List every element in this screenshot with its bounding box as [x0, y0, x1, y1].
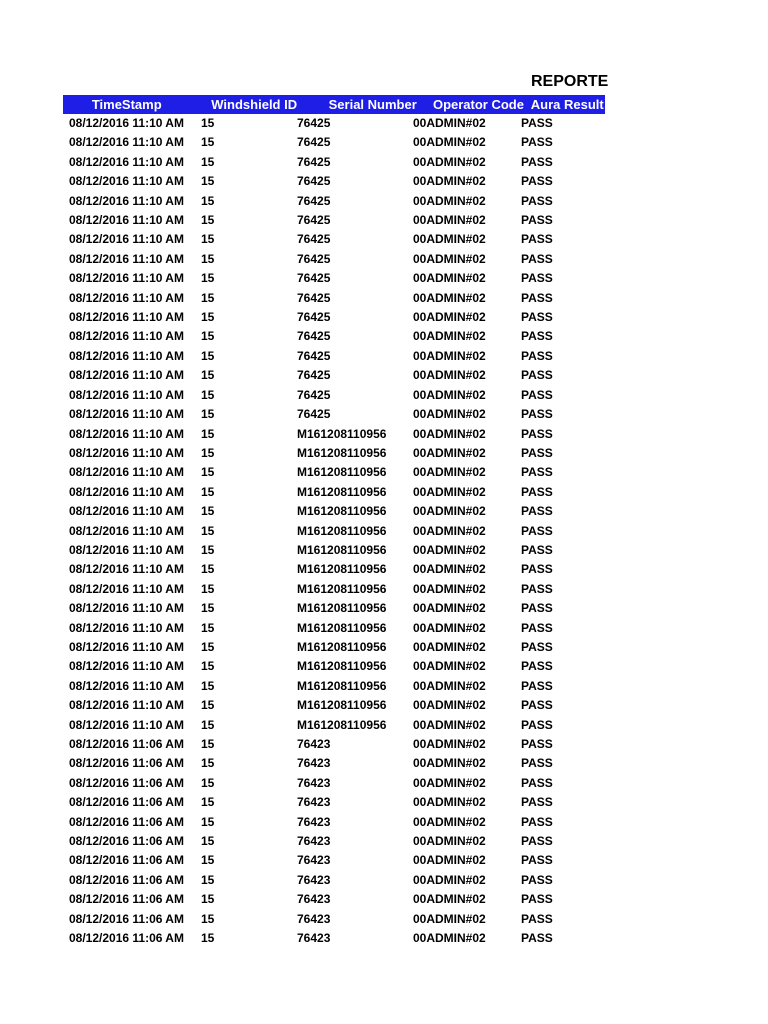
cell-windshield-id: 15	[201, 814, 215, 829]
cell-windshield-id: 15	[201, 348, 215, 363]
cell-operator-code: 00ADMIN#02	[413, 814, 486, 829]
table-row	[63, 890, 605, 909]
cell-aura-result: PASS	[521, 348, 553, 363]
table-row	[63, 172, 605, 191]
cell-operator-code: 00ADMIN#02	[413, 911, 486, 926]
cell-operator-code: 00ADMIN#02	[413, 174, 486, 189]
cell-serial-number: 76425	[297, 251, 331, 266]
cell-aura-result: PASS	[521, 232, 553, 247]
table-row	[63, 638, 605, 657]
column-header-windshield-id: Windshield ID	[211, 97, 298, 112]
column-header-operator-code: Operator Code	[432, 97, 524, 112]
cell-serial-number: M161208110956	[297, 504, 387, 519]
cell-serial-number: 76423	[297, 756, 331, 771]
cell-operator-code: 00ADMIN#02	[413, 232, 486, 247]
cell-operator-code: 00ADMIN#02	[413, 795, 486, 810]
cell-aura-result: PASS	[521, 853, 553, 868]
cell-timestamp: 08/12/2016 11:10 AM	[69, 213, 184, 228]
cell-windshield-id: 15	[201, 407, 215, 422]
cell-operator-code: 00ADMIN#02	[413, 775, 486, 790]
cell-aura-result: PASS	[521, 484, 553, 499]
cell-operator-code: 00ADMIN#02	[413, 620, 486, 635]
cell-operator-code: 00ADMIN#02	[413, 853, 486, 868]
table-body	[63, 114, 605, 948]
cell-serial-number: 76423	[297, 892, 331, 907]
cell-operator-code: 00ADMIN#02	[413, 116, 486, 130]
table-row	[63, 657, 605, 676]
cell-operator-code: 00ADMIN#02	[413, 542, 486, 557]
cell-windshield-id: 15	[201, 116, 215, 130]
cell-operator-code: 00ADMIN#02	[413, 678, 486, 693]
cell-windshield-id: 15	[201, 756, 215, 771]
cell-aura-result: PASS	[521, 542, 553, 557]
cell-operator-code: 00ADMIN#02	[413, 756, 486, 771]
cell-windshield-id: 15	[201, 465, 215, 480]
cell-timestamp: 08/12/2016 11:06 AM	[69, 911, 184, 926]
cell-serial-number: 76425	[297, 232, 331, 247]
cell-operator-code: 00ADMIN#02	[413, 504, 486, 519]
cell-aura-result: PASS	[521, 931, 553, 946]
cell-timestamp: 08/12/2016 11:10 AM	[69, 348, 184, 363]
cell-aura-result: PASS	[521, 193, 553, 208]
cell-aura-result: PASS	[521, 892, 553, 907]
cell-aura-result: PASS	[521, 775, 553, 790]
table-row	[63, 910, 605, 929]
cell-aura-result: PASS	[521, 465, 553, 480]
cell-operator-code: 00ADMIN#02	[413, 737, 486, 751]
cell-aura-result: PASS	[521, 174, 553, 189]
table-row	[63, 754, 605, 773]
cell-operator-code: 00ADMIN#02	[413, 290, 486, 305]
cell-operator-code: 00ADMIN#02	[413, 329, 486, 344]
cell-aura-result: PASS	[521, 135, 553, 150]
cell-aura-result: PASS	[521, 678, 553, 693]
cell-windshield-id: 15	[201, 678, 215, 693]
cell-operator-code: 00ADMIN#02	[413, 659, 486, 674]
cell-timestamp: 08/12/2016 11:06 AM	[69, 756, 184, 771]
cell-aura-result: PASS	[521, 116, 553, 130]
table-row	[63, 153, 605, 172]
cell-timestamp: 08/12/2016 11:10 AM	[69, 387, 184, 402]
table-row	[63, 522, 605, 541]
cell-timestamp: 08/12/2016 11:10 AM	[69, 562, 184, 577]
table-row	[63, 192, 605, 211]
cell-windshield-id: 15	[201, 737, 215, 751]
cell-operator-code: 00ADMIN#02	[413, 601, 486, 616]
cell-timestamp: 08/12/2016 11:10 AM	[69, 678, 184, 693]
table-row	[63, 250, 605, 269]
cell-timestamp: 08/12/2016 11:10 AM	[69, 698, 184, 713]
cell-timestamp: 08/12/2016 11:10 AM	[69, 639, 184, 654]
cell-operator-code: 00ADMIN#02	[413, 213, 486, 228]
cell-windshield-id: 15	[201, 620, 215, 635]
cell-serial-number: 76423	[297, 795, 331, 810]
cell-serial-number: 76425	[297, 407, 331, 422]
cell-timestamp: 08/12/2016 11:10 AM	[69, 504, 184, 519]
cell-serial-number: M161208110956	[297, 698, 387, 713]
cell-windshield-id: 15	[201, 310, 215, 325]
report-table	[63, 95, 605, 948]
table-row	[63, 677, 605, 696]
cell-timestamp: 08/12/2016 11:06 AM	[69, 931, 184, 946]
cell-operator-code: 00ADMIN#02	[413, 368, 486, 383]
cell-aura-result: PASS	[521, 601, 553, 616]
cell-aura-result: PASS	[521, 814, 553, 829]
cell-windshield-id: 15	[201, 387, 215, 402]
cell-windshield-id: 15	[201, 445, 215, 460]
cell-operator-code: 00ADMIN#02	[413, 465, 486, 480]
cell-windshield-id: 15	[201, 542, 215, 557]
cell-aura-result: PASS	[521, 659, 553, 674]
table-row	[63, 230, 605, 249]
cell-operator-code: 00ADMIN#02	[413, 562, 486, 577]
cell-windshield-id: 15	[201, 581, 215, 596]
cell-operator-code: 00ADMIN#02	[413, 523, 486, 538]
cell-windshield-id: 15	[201, 484, 215, 499]
table-row	[63, 813, 605, 832]
cell-timestamp: 08/12/2016 11:10 AM	[69, 445, 184, 460]
cell-serial-number: 76423	[297, 872, 331, 887]
table-row	[63, 774, 605, 793]
cell-aura-result: PASS	[521, 271, 553, 286]
cell-serial-number: 76425	[297, 348, 331, 363]
cell-serial-number: M161208110956	[297, 659, 387, 674]
cell-timestamp: 08/12/2016 11:10 AM	[69, 581, 184, 596]
cell-serial-number: 76425	[297, 290, 331, 305]
table-row	[63, 444, 605, 463]
cell-serial-number: M161208110956	[297, 678, 387, 693]
cell-operator-code: 00ADMIN#02	[413, 639, 486, 654]
table-row	[63, 716, 605, 735]
cell-timestamp: 08/12/2016 11:06 AM	[69, 814, 184, 829]
cell-operator-code: 00ADMIN#02	[413, 251, 486, 266]
cell-windshield-id: 15	[201, 698, 215, 713]
cell-windshield-id: 15	[201, 271, 215, 286]
cell-windshield-id: 15	[201, 911, 215, 926]
cell-aura-result: PASS	[521, 737, 553, 751]
cell-aura-result: PASS	[521, 523, 553, 538]
cell-timestamp: 08/12/2016 11:10 AM	[69, 232, 184, 247]
cell-timestamp: 08/12/2016 11:10 AM	[69, 193, 184, 208]
cell-timestamp: 08/12/2016 11:10 AM	[69, 271, 184, 286]
cell-serial-number: M161208110956	[297, 562, 387, 577]
cell-serial-number: 76425	[297, 271, 331, 286]
table-row	[63, 929, 605, 948]
table-row	[63, 696, 605, 715]
cell-windshield-id: 15	[201, 251, 215, 266]
cell-serial-number: 76425	[297, 387, 331, 402]
cell-aura-result: PASS	[521, 154, 553, 169]
cell-timestamp: 08/12/2016 11:10 AM	[69, 523, 184, 538]
cell-aura-result: PASS	[521, 834, 553, 849]
cell-operator-code: 00ADMIN#02	[413, 135, 486, 150]
table-row	[63, 463, 605, 482]
table-row	[63, 327, 605, 346]
cell-aura-result: PASS	[521, 407, 553, 422]
cell-windshield-id: 15	[201, 135, 215, 150]
table-row	[63, 851, 605, 870]
cell-serial-number: 76425	[297, 193, 331, 208]
cell-windshield-id: 15	[201, 290, 215, 305]
cell-serial-number: M161208110956	[297, 542, 387, 557]
cell-operator-code: 00ADMIN#02	[413, 931, 486, 946]
cell-aura-result: PASS	[521, 213, 553, 228]
cell-windshield-id: 15	[201, 213, 215, 228]
cell-windshield-id: 15	[201, 426, 215, 441]
cell-windshield-id: 15	[201, 523, 215, 538]
cell-windshield-id: 15	[201, 504, 215, 519]
cell-serial-number: 76425	[297, 310, 331, 325]
table-row	[63, 832, 605, 851]
cell-timestamp: 08/12/2016 11:06 AM	[69, 853, 184, 868]
cell-windshield-id: 15	[201, 872, 215, 887]
cell-aura-result: PASS	[521, 251, 553, 266]
cell-serial-number: 76423	[297, 853, 331, 868]
cell-serial-number: M161208110956	[297, 601, 387, 616]
cell-serial-number: 76425	[297, 329, 331, 344]
cell-serial-number: M161208110956	[297, 426, 387, 441]
cell-aura-result: PASS	[521, 504, 553, 519]
cell-aura-result: PASS	[521, 698, 553, 713]
table-row	[63, 483, 605, 502]
cell-operator-code: 00ADMIN#02	[413, 387, 486, 402]
cell-timestamp: 08/12/2016 11:10 AM	[69, 290, 184, 305]
cell-aura-result: PASS	[521, 756, 553, 771]
cell-aura-result: PASS	[521, 620, 553, 635]
table-row	[63, 269, 605, 288]
cell-serial-number: M161208110956	[297, 484, 387, 499]
cell-operator-code: 00ADMIN#02	[413, 154, 486, 169]
table-header-row	[63, 95, 605, 114]
table-row	[63, 211, 605, 230]
table-row	[63, 735, 605, 754]
cell-windshield-id: 15	[201, 892, 215, 907]
cell-timestamp: 08/12/2016 11:06 AM	[69, 834, 184, 849]
cell-timestamp: 08/12/2016 11:10 AM	[69, 251, 184, 266]
cell-aura-result: PASS	[521, 872, 553, 887]
cell-windshield-id: 15	[201, 329, 215, 344]
cell-serial-number: M161208110956	[297, 523, 387, 538]
table-row	[63, 793, 605, 812]
table-row	[63, 560, 605, 579]
cell-windshield-id: 15	[201, 795, 215, 810]
cell-operator-code: 00ADMIN#02	[413, 348, 486, 363]
cell-windshield-id: 15	[201, 639, 215, 654]
cell-operator-code: 00ADMIN#02	[413, 484, 486, 499]
cell-windshield-id: 15	[201, 232, 215, 247]
column-header-aura-result: Aura Result	[530, 97, 604, 112]
table-row	[63, 580, 605, 599]
table-row	[63, 425, 605, 444]
cell-timestamp: 08/12/2016 11:10 AM	[69, 407, 184, 422]
table-row	[63, 541, 605, 560]
column-header-serial-number: Serial Number	[328, 97, 417, 112]
cell-timestamp: 08/12/2016 11:10 AM	[69, 368, 184, 383]
table-row	[63, 289, 605, 308]
cell-serial-number: 76425	[297, 213, 331, 228]
cell-timestamp: 08/12/2016 11:06 AM	[69, 872, 184, 887]
table-row	[63, 871, 605, 890]
cell-aura-result: PASS	[521, 290, 553, 305]
cell-aura-result: PASS	[521, 426, 553, 441]
cell-serial-number: 76423	[297, 775, 331, 790]
cell-aura-result: PASS	[521, 581, 553, 596]
cell-operator-code: 00ADMIN#02	[413, 581, 486, 596]
cell-aura-result: PASS	[521, 911, 553, 926]
cell-operator-code: 00ADMIN#02	[413, 271, 486, 286]
table-row	[63, 502, 605, 521]
cell-timestamp: 08/12/2016 11:10 AM	[69, 717, 184, 732]
cell-aura-result: PASS	[521, 639, 553, 654]
cell-serial-number: M161208110956	[297, 620, 387, 635]
cell-timestamp: 08/12/2016 11:10 AM	[69, 174, 184, 189]
cell-aura-result: PASS	[521, 445, 553, 460]
cell-operator-code: 00ADMIN#02	[413, 310, 486, 325]
cell-serial-number: M161208110956	[297, 465, 387, 480]
cell-windshield-id: 15	[201, 853, 215, 868]
cell-timestamp: 08/12/2016 11:10 AM	[69, 659, 184, 674]
cell-aura-result: PASS	[521, 329, 553, 344]
cell-serial-number: 76423	[297, 931, 331, 946]
cell-serial-number: 76425	[297, 154, 331, 169]
table-row	[63, 386, 605, 405]
cell-aura-result: PASS	[521, 368, 553, 383]
cell-windshield-id: 15	[201, 562, 215, 577]
cell-serial-number: 76423	[297, 737, 331, 751]
cell-windshield-id: 15	[201, 174, 215, 189]
cell-windshield-id: 15	[201, 601, 215, 616]
cell-serial-number: M161208110956	[297, 717, 387, 732]
cell-timestamp: 08/12/2016 11:10 AM	[69, 484, 184, 499]
cell-serial-number: 76425	[297, 116, 331, 130]
cell-windshield-id: 15	[201, 368, 215, 383]
cell-operator-code: 00ADMIN#02	[413, 426, 486, 441]
table-row	[63, 599, 605, 618]
cell-windshield-id: 15	[201, 834, 215, 849]
cell-timestamp: 08/12/2016 11:10 AM	[69, 601, 184, 616]
cell-windshield-id: 15	[201, 931, 215, 946]
cell-timestamp: 08/12/2016 11:10 AM	[69, 116, 184, 130]
cell-windshield-id: 15	[201, 193, 215, 208]
cell-serial-number: M161208110956	[297, 639, 387, 654]
cell-timestamp: 08/12/2016 11:10 AM	[69, 542, 184, 557]
cell-timestamp: 08/12/2016 11:06 AM	[69, 795, 184, 810]
cell-timestamp: 08/12/2016 11:06 AM	[69, 892, 184, 907]
cell-serial-number: 76425	[297, 135, 331, 150]
cell-timestamp: 08/12/2016 11:06 AM	[69, 737, 184, 751]
cell-timestamp: 08/12/2016 11:10 AM	[69, 154, 184, 169]
cell-operator-code: 00ADMIN#02	[413, 834, 486, 849]
cell-operator-code: 00ADMIN#02	[413, 445, 486, 460]
cell-operator-code: 00ADMIN#02	[413, 892, 486, 907]
column-header-timestamp: TimeStamp	[91, 97, 162, 112]
cell-aura-result: PASS	[521, 795, 553, 810]
cell-serial-number: 76423	[297, 834, 331, 849]
cell-timestamp: 08/12/2016 11:10 AM	[69, 329, 184, 344]
table-row	[63, 619, 605, 638]
cell-windshield-id: 15	[201, 775, 215, 790]
cell-serial-number: 76425	[297, 368, 331, 383]
cell-serial-number: 76425	[297, 174, 331, 189]
table-row	[63, 308, 605, 327]
report-title: REPORTE	[531, 73, 609, 90]
cell-serial-number: M161208110956	[297, 445, 387, 460]
cell-operator-code: 00ADMIN#02	[413, 717, 486, 732]
cell-serial-number: 76423	[297, 814, 331, 829]
table-row	[63, 366, 605, 385]
cell-timestamp: 08/12/2016 11:10 AM	[69, 426, 184, 441]
cell-aura-result: PASS	[521, 310, 553, 325]
cell-timestamp: 08/12/2016 11:10 AM	[69, 310, 184, 325]
cell-timestamp: 08/12/2016 11:10 AM	[69, 135, 184, 150]
table-row	[63, 405, 605, 424]
cell-operator-code: 00ADMIN#02	[413, 407, 486, 422]
cell-timestamp: 08/12/2016 11:10 AM	[69, 465, 184, 480]
cell-windshield-id: 15	[201, 659, 215, 674]
cell-timestamp: 08/12/2016 11:06 AM	[69, 775, 184, 790]
cell-aura-result: PASS	[521, 562, 553, 577]
cell-timestamp: 08/12/2016 11:10 AM	[69, 620, 184, 635]
cell-aura-result: PASS	[521, 717, 553, 732]
cell-operator-code: 00ADMIN#02	[413, 698, 486, 713]
cell-operator-code: 00ADMIN#02	[413, 193, 486, 208]
cell-operator-code: 00ADMIN#02	[413, 872, 486, 887]
cell-windshield-id: 15	[201, 154, 215, 169]
table-row	[63, 114, 605, 133]
table-row	[63, 347, 605, 366]
cell-serial-number: 76423	[297, 911, 331, 926]
cell-serial-number: M161208110956	[297, 581, 387, 596]
table-row	[63, 133, 605, 152]
cell-windshield-id: 15	[201, 717, 215, 732]
cell-aura-result: PASS	[521, 387, 553, 402]
